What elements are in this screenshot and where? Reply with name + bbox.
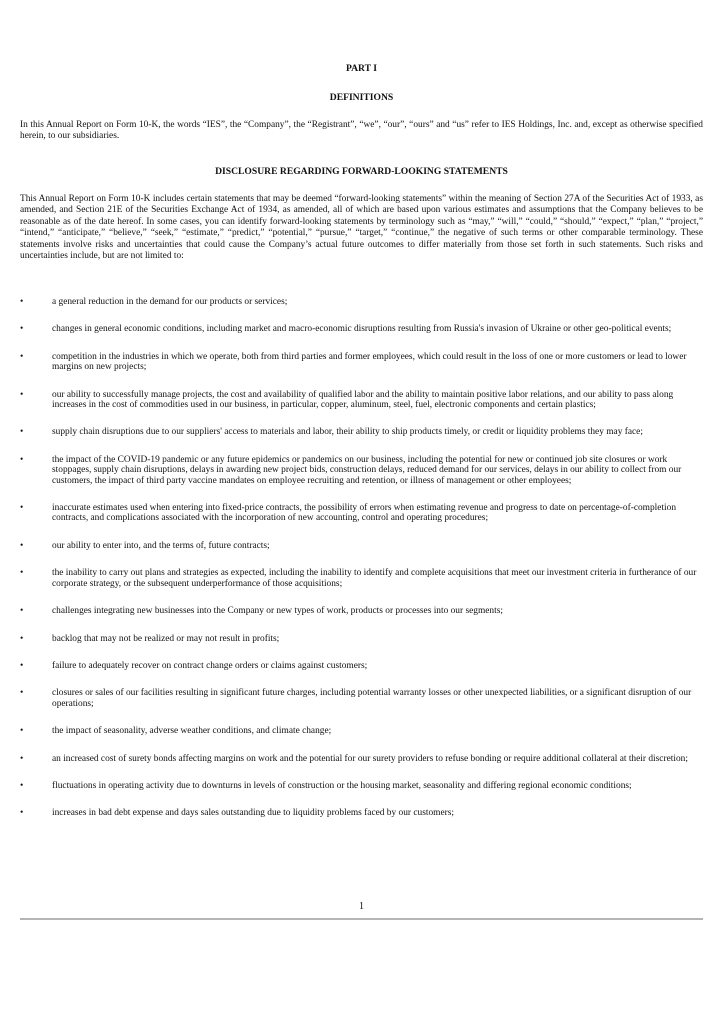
list-item xyxy=(20,541,697,551)
list-item xyxy=(20,503,697,524)
list-item xyxy=(20,324,697,334)
list-item xyxy=(20,352,697,373)
list-item-text: supply chain disruptions due to our suppliers' access to materials and labor, their ability to ship products timely, or credit or liquidity problems they may face; xyxy=(52,427,643,438)
bullet-icon: • xyxy=(20,568,24,579)
list-item-text: an increased cost of surety bonds affecting margins on work and the potential for our surety providers to refuse bonding or require additional collateral at their discretion; xyxy=(52,753,688,764)
list-item xyxy=(20,634,697,644)
page-divider xyxy=(20,918,703,920)
list-item-text: the impact of the COVID-19 pandemic or any future epidemics or pandemics on our business, including the potential for new or continued job site closures or work stoppages, supply chain disruptions, delays in awarding new project bids, construction delays, reduced demand for our services, delays in our ability to collect from our customers, the impact of third party vaccine mandates on employee recruiting and retention, or illness of management or other employees; xyxy=(52,454,682,486)
list-item-text: our ability to successfully manage projects, the cost and availability of qualified labor and the ability to maintain positive labor relations, and our ability to pass along increases in the cost of commodities used in our business, in particular, copper, aluminum, steel, fuel, electronic components and certain plastics; xyxy=(52,389,674,411)
bullet-icon: • xyxy=(20,427,24,438)
bullet-icon: • xyxy=(20,660,24,671)
list-item-text: our ability to enter into, and the terms of, future contracts; xyxy=(52,540,270,551)
list-item-text: inaccurate estimates used when entering into fixed-price contracts, the possibility of errors when estimating revenue and progress to date on percentage-of-completion contracts, and complications associated with the incorporation of new accounting, control and operating procedures; xyxy=(52,503,677,524)
list-item-text: changes in general economic conditions, including market and macro-economic disruptions resulting from Russia's invasion of Ukraine or other geo-political events; xyxy=(52,324,672,335)
bullet-icon: • xyxy=(20,726,24,737)
list-item xyxy=(20,754,697,764)
bullet-icon: • xyxy=(20,503,24,514)
list-item-text: failure to adequately recover on contract change orders or claims against customers; xyxy=(52,660,368,671)
list-item xyxy=(20,606,697,616)
list-item-text: increases in bad debt expense and days sales outstanding due to liquidity problems faced by our customers; xyxy=(52,808,454,819)
list-item-text: fluctuations in operating activity due to downturns in levels of construction or the housing market, seasonality and differing regional economic conditions; xyxy=(52,780,632,791)
risk-list xyxy=(20,297,703,836)
page-number: 1 xyxy=(359,901,364,912)
bullet-icon: • xyxy=(20,351,24,362)
bullet-icon: • xyxy=(20,633,24,644)
bullet-icon: • xyxy=(20,324,24,335)
bullet-icon: • xyxy=(20,808,24,819)
list-item-text: a general reduction in the demand for our products or services; xyxy=(52,297,288,307)
list-item xyxy=(20,297,697,307)
definitions-paragraph: In this Annual Report on Form 10-K, the words “IES”, the “Company”, the “Registrant”, “we”, “our”, “ours” and “us” refer to IES Holdings, Inc. and, except as otherwise specified herein, to our subsidiaries. xyxy=(20,120,703,142)
list-item xyxy=(20,427,697,437)
list-item xyxy=(20,808,697,818)
list-item xyxy=(20,781,697,791)
bullet-icon: • xyxy=(20,606,24,617)
list-item-text: challenges integrating new businesses into the Company or new types of work, products or processes into our segments; xyxy=(52,606,503,617)
list-item-text: backlog that may not be realized or may not result in profits; xyxy=(52,633,280,644)
forward-looking-paragraph: This Annual Report on Form 10-K includes certain statements that may be deemed “forward-looking statements” within the meaning of Section 27A of the Securities Act of 1933, as amended, and Section 21E of the Securities Exchange Act of 1934, as amended, all of which are based upon various estimates and assumptions that the Company believes to be reasonable as of the date hereof. In some cases, you can identify forward-looking statements by terminology such as “may,” “will,” “could,” “should,” “expect,” “plan,” “project,” “intend,” “anticipate,” “believe,” “seek,” “estimate,” “predict,” “potential,” “pursue,” “target,” “continue,” the negative of such terms or other comparable terminology. These statements involve risks and uncertainties that could cause the Company’s actual future outcomes to differ materially from those set forth in such statements. Such risks and uncertainties include, but are not limited to: xyxy=(20,194,703,262)
bullet-icon: • xyxy=(20,389,24,400)
bullet-icon: • xyxy=(20,780,24,791)
bullet-icon: • xyxy=(20,297,24,307)
list-item-text: the impact of seasonality, adverse weather conditions, and climate change; xyxy=(52,726,332,737)
bullet-icon: • xyxy=(20,454,24,465)
list-item xyxy=(20,688,697,709)
list-item xyxy=(20,726,697,736)
definitions-heading: DEFINITIONS xyxy=(329,92,394,103)
bullet-icon: • xyxy=(20,688,24,699)
forward-looking-heading: DISCLOSURE REGARDING FORWARD-LOOKING STATEMENTS xyxy=(215,166,508,177)
bullet-icon: • xyxy=(20,753,24,764)
list-item-text: closures or sales of our facilities resulting in significant future charges, including potential warranty losses or other unexpected liabilities, or a significant disruption of our operations; xyxy=(52,688,692,709)
part-heading: PART I xyxy=(345,63,378,74)
list-item xyxy=(20,568,697,589)
list-item xyxy=(20,455,697,486)
list-item xyxy=(20,390,697,411)
list-item-text: the inability to carry out plans and strategies as expected, including the inability to identify and complete acquisitions that meet our investment criteria in furtherance of our corporate strategy, or the subsequent underperformance of those acquisitions; xyxy=(52,568,697,589)
bullet-icon: • xyxy=(20,540,24,551)
list-item-text: competition in the industries in which we operate, both from third parties and former employees, which could result in the loss of one or more customers or lead to lower margins on new projects; xyxy=(52,351,687,373)
list-item xyxy=(20,661,697,671)
